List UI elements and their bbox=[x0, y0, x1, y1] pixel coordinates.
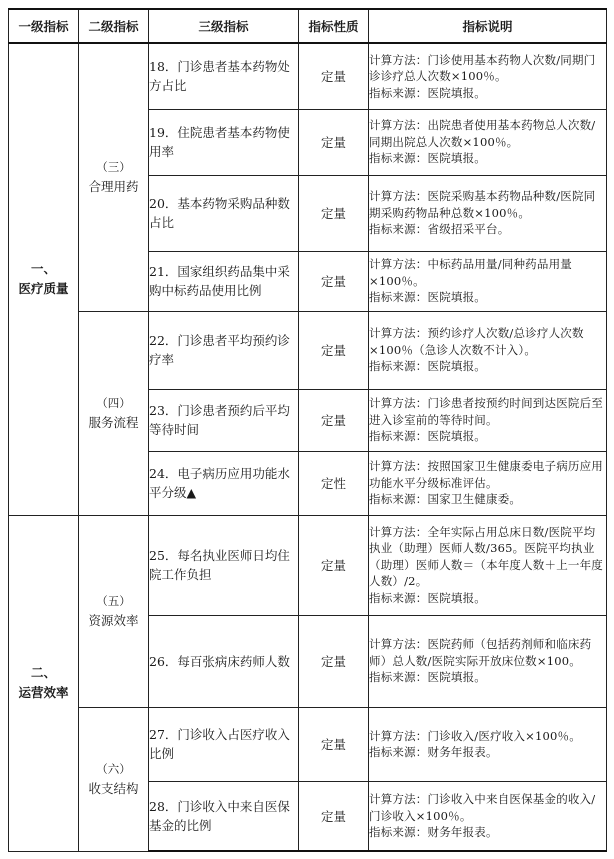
indicator-source: 指标来源：医院填报。 bbox=[369, 429, 486, 444]
indicator-name: 22．门诊患者平均预约诊疗率 bbox=[149, 311, 299, 389]
calc-method: 计算方法：预约诊疗人次数/总诊疗人次数×100％（急诊人次数不计入）。 bbox=[369, 326, 584, 357]
indicator-name: 18．门诊患者基本药物处方占比 bbox=[149, 43, 299, 109]
level1-number: 二、 bbox=[30, 665, 56, 680]
indicator-description bbox=[369, 451, 607, 515]
indicator-source: 指标来源：财务年报表。 bbox=[369, 745, 498, 759]
indicator-source: 指标来源：医院填报。 bbox=[369, 85, 486, 100]
indicator-name: 25．每名执业医师日均住院工作负担 bbox=[149, 515, 299, 615]
indicator-nature: 定量 bbox=[299, 515, 369, 615]
indicator-nature: 定量 bbox=[299, 311, 369, 389]
level2-number: （六） bbox=[96, 762, 131, 776]
level1-cell-operations bbox=[9, 515, 79, 851]
table-header-row bbox=[9, 9, 607, 43]
level2-label: 服务流程 bbox=[88, 415, 139, 430]
indicator-name: 24．电子病历应用功能水平分级▲ bbox=[149, 451, 299, 515]
indicator-description bbox=[369, 311, 607, 389]
level1-cell-quality bbox=[9, 43, 79, 515]
indicator-name: 20．基本药物采购品种数占比 bbox=[149, 175, 299, 251]
indicator-source: 指标来源：省级招采平台。 bbox=[369, 222, 510, 237]
header-nature: 指标性质 bbox=[299, 9, 369, 43]
indicator-nature: 定量 bbox=[299, 175, 369, 251]
indicator-name: 26．每百张病床药师人数 bbox=[149, 615, 299, 707]
calc-method: 计算方法：医院药师（包括药剂师和临床药师）总人数/医院实际开放床位数×100。 bbox=[369, 637, 592, 668]
level2-number: （五） bbox=[96, 594, 131, 608]
indicator-name: 19．住院患者基本药物使用率 bbox=[149, 109, 299, 175]
calc-method: 计算方法：门诊收入中来自医保基金的收入/门诊收入×100％。 bbox=[369, 792, 596, 823]
level2-cell-resource-efficiency bbox=[79, 515, 149, 707]
calc-method: 计算方法：医院采购基本药物品种数/医院同期采购药物品种总数×100％。 bbox=[369, 189, 596, 220]
calc-method: 计算方法：中标药品用量/同种药品用量×100％。 bbox=[369, 257, 572, 288]
header-level1: 一级指标 bbox=[9, 9, 79, 43]
indicator-source: 指标来源：财务年报表。 bbox=[369, 825, 498, 839]
indicator-nature: 定量 bbox=[299, 251, 369, 311]
level2-label: 资源效率 bbox=[88, 613, 139, 628]
calc-method: 计算方法：出院患者使用基本药物总人次数/同期出院总人次数×100％。 bbox=[369, 118, 596, 149]
level1-label: 运营效率 bbox=[18, 685, 69, 700]
table-row bbox=[9, 707, 607, 781]
indicator-description bbox=[369, 389, 607, 451]
indicator-description bbox=[369, 781, 607, 851]
calc-method: 计算方法：门诊收入/医疗收入×100％。 bbox=[369, 728, 581, 743]
header-level3: 三级指标 bbox=[149, 9, 299, 43]
indicator-source: 指标来源：医院填报。 bbox=[369, 290, 486, 305]
indicator-source: 指标来源：医院填报。 bbox=[369, 359, 486, 374]
indicator-nature: 定量 bbox=[299, 707, 369, 781]
indicator-source: 指标来源：国家卫生健康委。 bbox=[369, 492, 522, 507]
indicator-description bbox=[369, 43, 607, 109]
indicator-name: 21．国家组织药品集中采购中标药品使用比例 bbox=[149, 251, 299, 311]
level2-label: 合理用药 bbox=[88, 179, 139, 195]
indicator-nature: 定量 bbox=[299, 109, 369, 175]
indicator-nature: 定量 bbox=[299, 43, 369, 109]
level1-label: 医疗质量 bbox=[18, 281, 69, 297]
header-level2: 二级指标 bbox=[79, 9, 149, 43]
table-row bbox=[9, 311, 607, 389]
indicator-table bbox=[8, 8, 607, 852]
indicator-nature: 定量 bbox=[299, 781, 369, 851]
calc-method: 计算方法：按照国家卫生健康委电子病历应用功能水平分级标准评估。 bbox=[369, 459, 603, 490]
calc-method: 计算方法：全年实际占用总床日数/医院平均执业（助理）医师人数/365。医院平均执业（助理）医师人数＝（本年度人数＋上一年度人数）/2。 bbox=[369, 524, 603, 589]
indicator-description bbox=[369, 615, 607, 707]
indicator-description bbox=[369, 251, 607, 311]
level2-cell-service-process bbox=[79, 311, 149, 515]
table-row bbox=[9, 515, 607, 615]
level2-cell-rational-drug-use bbox=[79, 43, 149, 311]
indicator-description bbox=[369, 515, 607, 615]
header-description: 指标说明 bbox=[369, 9, 607, 43]
calc-method: 计算方法：门诊患者按预约时间到达医院后至进入诊室前的等待时间。 bbox=[369, 396, 603, 427]
indicator-name: 27．门诊收入占医疗收入比例 bbox=[149, 707, 299, 781]
indicator-name: 28．门诊收入中来自医保基金的比例 bbox=[149, 781, 299, 851]
level2-label: 收支结构 bbox=[88, 781, 139, 796]
indicator-nature: 定量 bbox=[299, 389, 369, 451]
level1-number: 一、 bbox=[30, 261, 56, 277]
indicator-description bbox=[369, 707, 607, 781]
table-row bbox=[9, 43, 607, 109]
indicator-source: 指标来源：医院填报。 bbox=[369, 590, 486, 605]
level2-number: （四） bbox=[96, 396, 131, 410]
indicator-name: 23．门诊患者预约后平均等待时间 bbox=[149, 389, 299, 451]
indicator-nature: 定量 bbox=[299, 615, 369, 707]
indicator-source: 指标来源：医院填报。 bbox=[369, 670, 486, 685]
indicator-description bbox=[369, 109, 607, 175]
indicator-description bbox=[369, 175, 607, 251]
indicator-source: 指标来源：医院填报。 bbox=[369, 151, 486, 166]
indicator-nature: 定性 bbox=[299, 451, 369, 515]
level2-cell-revenue-structure bbox=[79, 707, 149, 851]
level2-number: （三） bbox=[96, 160, 131, 175]
calc-method: 计算方法：门诊使用基本药物人次数/同期门诊诊疗总人次数×100％。 bbox=[369, 52, 596, 83]
